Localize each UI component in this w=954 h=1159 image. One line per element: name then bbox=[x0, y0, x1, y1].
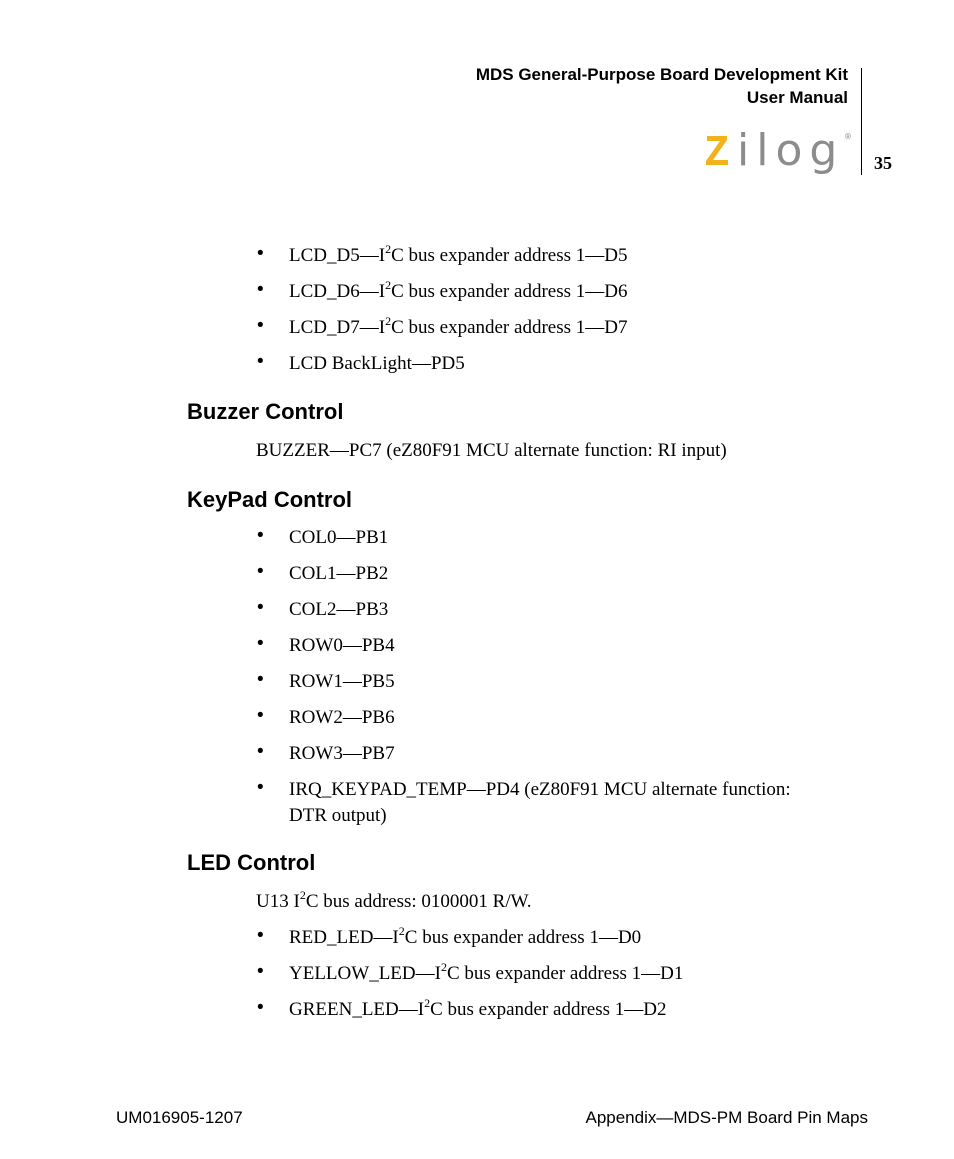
logo-z-mark bbox=[706, 136, 728, 165]
list-item: ROW2—PB6 bbox=[289, 707, 395, 728]
list-item: ROW3—PB7 bbox=[289, 743, 395, 764]
bullet-icon: • bbox=[257, 777, 264, 798]
bullet-icon: • bbox=[257, 669, 264, 690]
list-item: $LCD\_D6—I^2C$ bus expander address 1—D6 bbox=[289, 278, 628, 302]
list-item-irq-line2: DTR output) bbox=[289, 805, 387, 826]
list-item: COL0—PB1 bbox=[289, 527, 389, 548]
list-item: $YELLOW\_LED—I^2C$ bus expander address 1—D1 bbox=[289, 960, 684, 984]
list-item: $GREEN\_LED—I^2C$ bus expander address 1—D2 bbox=[289, 996, 667, 1020]
list-item: ROW0—PB4 bbox=[289, 635, 395, 656]
document-title-line1: MDS General-Purpose Board Development Kit bbox=[475, 65, 848, 84]
bullet-icon: • bbox=[257, 279, 264, 300]
list-item: COL2—PB3 bbox=[289, 599, 389, 620]
header-divider bbox=[861, 68, 862, 175]
list-item: $RED\_LED—I^2C$ bus expander address 1—D0 bbox=[289, 924, 642, 948]
bullet-icon: • bbox=[257, 925, 264, 946]
list-item: $LCD\_D5—I^2C$ bus expander address 1—D5 bbox=[289, 242, 628, 266]
led-intro: U13 $I^2C$ bus address: 0100001 R/W. bbox=[256, 888, 532, 912]
bullet-icon: • bbox=[257, 633, 264, 654]
bullet-icon: • bbox=[257, 961, 264, 982]
document-title-line2: User Manual bbox=[746, 88, 848, 107]
list-item: LCD BackLight—PD5 bbox=[289, 353, 465, 374]
section-heading-buzzer: Buzzer Control bbox=[187, 399, 344, 424]
list-item: COL1—PB2 bbox=[289, 563, 389, 584]
bullet-icon: • bbox=[257, 997, 264, 1018]
list-item: $LCD\_D7—I^2C$ bus expander address 1—D7 bbox=[289, 314, 628, 338]
bullet-icon: • bbox=[257, 315, 264, 336]
zilog-logo bbox=[703, 118, 853, 180]
footer-document-id: UM016905-1207 bbox=[116, 1108, 243, 1127]
list-item-irq-line1: IRQ_KEYPAD_TEMP—PD4 (eZ80F91 MCU alternate function: bbox=[289, 779, 791, 800]
footer-section-title: Appendix—MDS-PM Board Pin Maps bbox=[585, 1108, 868, 1127]
buzzer-text: BUZZER—PC7 (eZ80F91 MCU alternate function: RI input) bbox=[256, 440, 727, 461]
list-item: ROW1—PB5 bbox=[289, 671, 395, 692]
bullet-icon: • bbox=[257, 705, 264, 726]
section-heading-led: LED Control bbox=[187, 850, 316, 875]
page-number: 35 bbox=[874, 153, 892, 173]
bullet-icon: • bbox=[257, 351, 264, 372]
section-heading-keypad: KeyPad Control bbox=[187, 487, 353, 512]
logo-text: ilog bbox=[737, 125, 845, 176]
bullet-icon: • bbox=[257, 741, 264, 762]
logo-registered-mark: ® bbox=[844, 132, 852, 141]
bullet-icon: • bbox=[257, 525, 264, 546]
bullet-icon: • bbox=[257, 243, 264, 264]
bullet-icon: • bbox=[257, 597, 264, 618]
bullet-icon: • bbox=[257, 561, 264, 582]
document-title bbox=[476, 63, 848, 109]
